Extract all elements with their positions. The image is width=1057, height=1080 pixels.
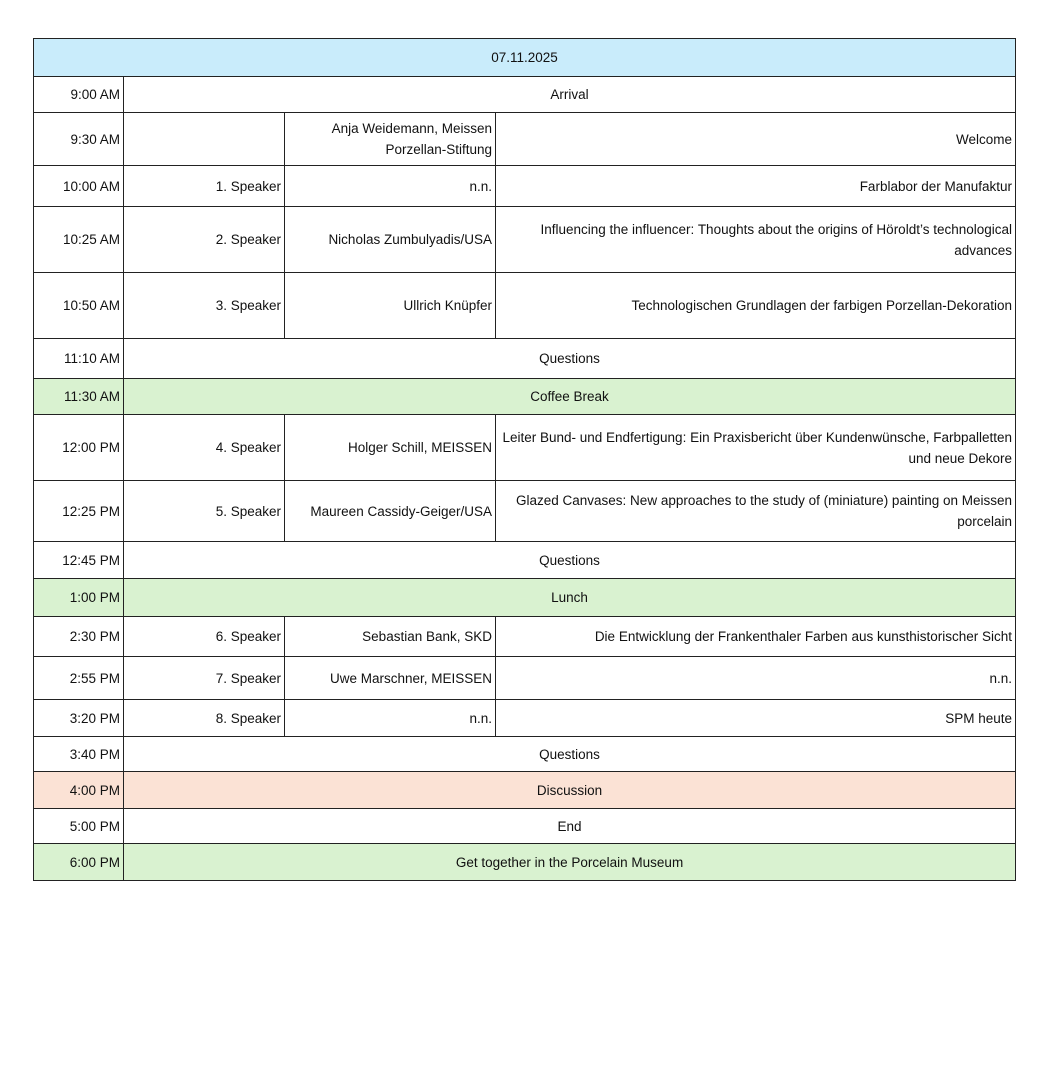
slot-cell: 8. Speaker <box>124 700 285 737</box>
time-cell: 3:40 PM <box>34 737 124 772</box>
event-cell: Arrival <box>124 77 1016 113</box>
talk-title-cell: Welcome <box>496 113 1016 166</box>
time-cell: 6:00 PM <box>34 844 124 881</box>
talk-title-cell: Farblabor der Manufaktur <box>496 166 1016 207</box>
schedule-date: 07.11.2025 <box>34 39 1016 77</box>
speaker-cell: n.n. <box>285 700 496 737</box>
schedule-row-talk <box>34 617 1016 657</box>
schedule-row-welcome <box>34 113 1016 166</box>
talk-title-cell: Technologischen Grundlagen der farbigen Porzellan-Dekoration <box>496 273 1016 339</box>
schedule-row-end <box>34 809 1016 844</box>
date-header-row <box>34 39 1016 77</box>
speaker-cell: Maureen Cassidy-Geiger/USA <box>285 481 496 542</box>
schedule-row-talk <box>34 700 1016 737</box>
event-cell: Discussion <box>124 772 1016 809</box>
time-cell: 11:30 AM <box>34 379 124 415</box>
schedule-row-talk <box>34 415 1016 481</box>
event-cell: Questions <box>124 737 1016 772</box>
time-cell: 2:55 PM <box>34 657 124 700</box>
time-cell: 12:45 PM <box>34 542 124 579</box>
schedule-row-talk <box>34 481 1016 542</box>
time-cell: 12:00 PM <box>34 415 124 481</box>
schedule-row-talk <box>34 273 1016 339</box>
schedule-row-questions <box>34 542 1016 579</box>
time-cell: 12:25 PM <box>34 481 124 542</box>
talk-title-cell: n.n. <box>496 657 1016 700</box>
schedule-row-coffee-break <box>34 379 1016 415</box>
schedule-row-questions <box>34 737 1016 772</box>
event-cell: Coffee Break <box>124 379 1016 415</box>
event-cell: Questions <box>124 542 1016 579</box>
speaker-cell: n.n. <box>285 166 496 207</box>
talk-title-cell: Influencing the influencer: Thoughts about the origins of Höroldt’s technological advances <box>496 207 1016 273</box>
event-cell: Get together in the Porcelain Museum <box>124 844 1016 881</box>
slot-cell <box>124 113 285 166</box>
schedule-row-discussion <box>34 772 1016 809</box>
talk-title-cell: SPM heute <box>496 700 1016 737</box>
time-cell: 9:00 AM <box>34 77 124 113</box>
time-cell: 11:10 AM <box>34 339 124 379</box>
schedule-row-talk <box>34 657 1016 700</box>
time-cell: 2:30 PM <box>34 617 124 657</box>
slot-cell: 7. Speaker <box>124 657 285 700</box>
event-cell: End <box>124 809 1016 844</box>
schedule-row-arrival <box>34 77 1016 113</box>
schedule-row-talk <box>34 207 1016 273</box>
talk-title-cell: Glazed Canvases: New approaches to the study of (miniature) painting on Meissen porcelain <box>496 481 1016 542</box>
speaker-cell: Nicholas Zumbulyadis/USA <box>285 207 496 273</box>
slot-cell: 5. Speaker <box>124 481 285 542</box>
schedule-row-talk <box>34 166 1016 207</box>
speaker-cell: Sebastian Bank, SKD <box>285 617 496 657</box>
time-cell: 1:00 PM <box>34 579 124 617</box>
slot-cell: 4. Speaker <box>124 415 285 481</box>
schedule-table <box>33 38 1016 881</box>
time-cell: 10:25 AM <box>34 207 124 273</box>
time-cell: 4:00 PM <box>34 772 124 809</box>
schedule-row-lunch <box>34 579 1016 617</box>
time-cell: 9:30 AM <box>34 113 124 166</box>
time-cell: 5:00 PM <box>34 809 124 844</box>
time-cell: 10:00 AM <box>34 166 124 207</box>
time-cell: 10:50 AM <box>34 273 124 339</box>
speaker-cell: Anja Weidemann, Meissen Porzellan-Stiftung <box>285 113 496 166</box>
slot-cell: 3. Speaker <box>124 273 285 339</box>
schedule-row-questions <box>34 339 1016 379</box>
slot-cell: 2. Speaker <box>124 207 285 273</box>
event-cell: Questions <box>124 339 1016 379</box>
speaker-cell: Uwe Marschner, MEISSEN <box>285 657 496 700</box>
slot-cell: 6. Speaker <box>124 617 285 657</box>
slot-cell: 1. Speaker <box>124 166 285 207</box>
speaker-cell: Holger Schill, MEISSEN <box>285 415 496 481</box>
speaker-cell: Ullrich Knüpfer <box>285 273 496 339</box>
talk-title-cell: Leiter Bund- und Endfertigung: Ein Praxisbericht über Kundenwünsche, Farbpalletten und neue Dekore <box>496 415 1016 481</box>
event-cell: Lunch <box>124 579 1016 617</box>
talk-title-cell: Die Entwicklung der Frankenthaler Farben aus kunsthistorischer Sicht <box>496 617 1016 657</box>
schedule-row-get-together <box>34 844 1016 881</box>
time-cell: 3:20 PM <box>34 700 124 737</box>
